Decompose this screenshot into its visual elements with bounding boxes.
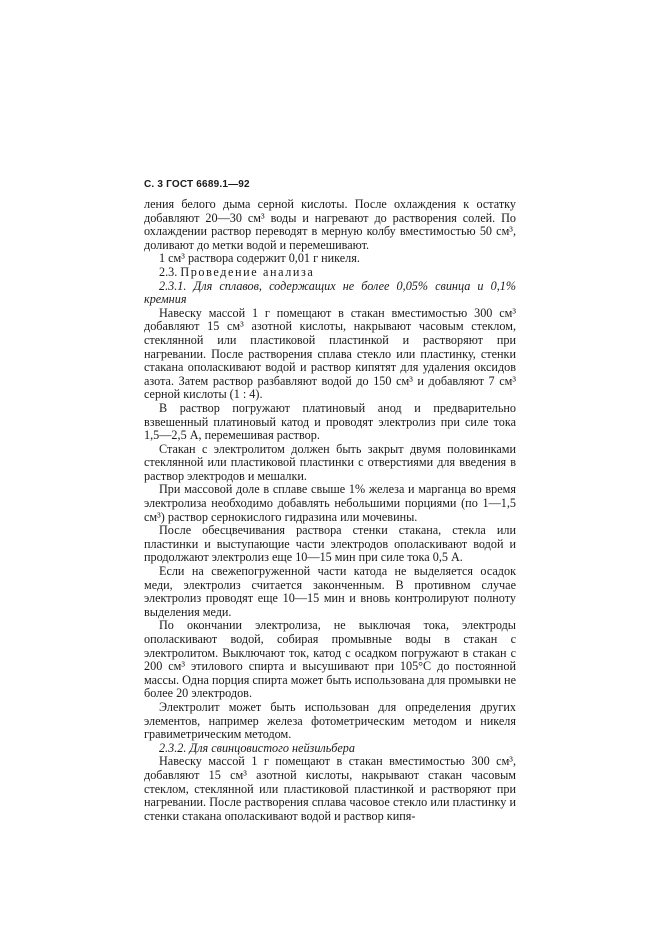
paragraph: Стакан с электролитом должен быть закрыт двумя половинками стеклянной или пластиковой пластинки с отверстиями для введения в раствор электродов и мешалки.	[144, 441, 516, 483]
paragraph: Электролит может быть использован для определения других элементов, например железа фотометрическим методом и никеля гравиметрическим методом.	[144, 699, 516, 742]
page-header: С. 3 ГОСТ 6689.1—92	[144, 179, 250, 190]
section-number: 2.3.	[159, 264, 178, 279]
document-body	[144, 198, 516, 823]
paragraph: Если на свежепогруженной части катода не выделяется осадок меди, электролиз считается законченным. В противном случае электролиз проводят еще 10—15 мин и вновь контролируют полноту выделения меди.	[144, 564, 516, 619]
subsection-title: 2.3.2. Для свинцовистого нейзильбера	[159, 740, 355, 755]
paragraph: После обесцвечивания раствора стенки стакана, стекла или пластинки и выступающие части электродов ополаскивают водой и продолжают электролиз еще 10—15 мин при силе тока 0,5 А.	[144, 523, 516, 565]
paragraph: Навеску массой 1 г помещают в стакан вместимостью 300 см³, добавляют 15 см³ азотной кислоты, накрывают стакан часовым стеклом, стеклянной или пластиковой пластинкой и растворяют при нагревании. После растворения сплава часовое стекло или пластинку и стенки стакана ополаскивают водой и раствор кипя-	[144, 754, 516, 823]
paragraph: При массовой доле в сплаве свыше 1% железа и марганца во время электролиза необходимо добавлять небольшими порциями (по 1—1,5 см³) раствор сернокислого гидразина или мочевины.	[144, 482, 516, 524]
paragraph: В раствор погружают платиновый анод и предварительно взвешенный платиновый катод и проводят электролиз при силе тока 1,5—2,5 А, перемешивая раствор.	[144, 400, 516, 443]
subsection-heading	[144, 742, 516, 756]
subsection-title: 2.3.1. Для сплавов, содержащих не более 0,05% свинца и 0,1% кремния	[144, 278, 516, 307]
paragraph: По окончании электролиза, не выключая тока, электроды ополаскивают водой, собирая промывные воды в стакан с электролитом. Выключают ток, катод с осадком погружают в стакан с 200 см³ этилового спирта и высушивают при 105°С до постоянной массы. Одна порция спирта может быть использована для промывки не более 20 электродов.	[144, 618, 516, 701]
paragraph: ления белого дыма серной кислоты. После охлаждения к остатку добавляют 20—30 см³ воды и нагревают до растворения солей. По охлаждении раствор переводят в мерную колбу вместимостью 50 см³, доливают до метки водой и перемешивают.	[144, 197, 516, 252]
section-heading	[144, 266, 516, 280]
paragraph: 1 см³ раствора содержит 0,01 г никеля.	[159, 251, 360, 266]
paragraph: Навеску массой 1 г помещают в стакан вместимостью 300 см³ добавляют 15 см³ азотной кислоты, накрывают часовым стеклом, стеклянной или пластиковой пластинкой и растворяют при нагревании. После растворения сплава стекло или пластинку, стенки стакана ополаскивают водой и раствор кипятят для удаления оксидов азота. Затем раствор разбавляют водой до 150 см³ и добавляют 7 см³ серной кислоты (1 : 4).	[144, 305, 516, 402]
section-title: Проведение анализа	[180, 264, 315, 279]
subsection-heading	[144, 280, 516, 307]
